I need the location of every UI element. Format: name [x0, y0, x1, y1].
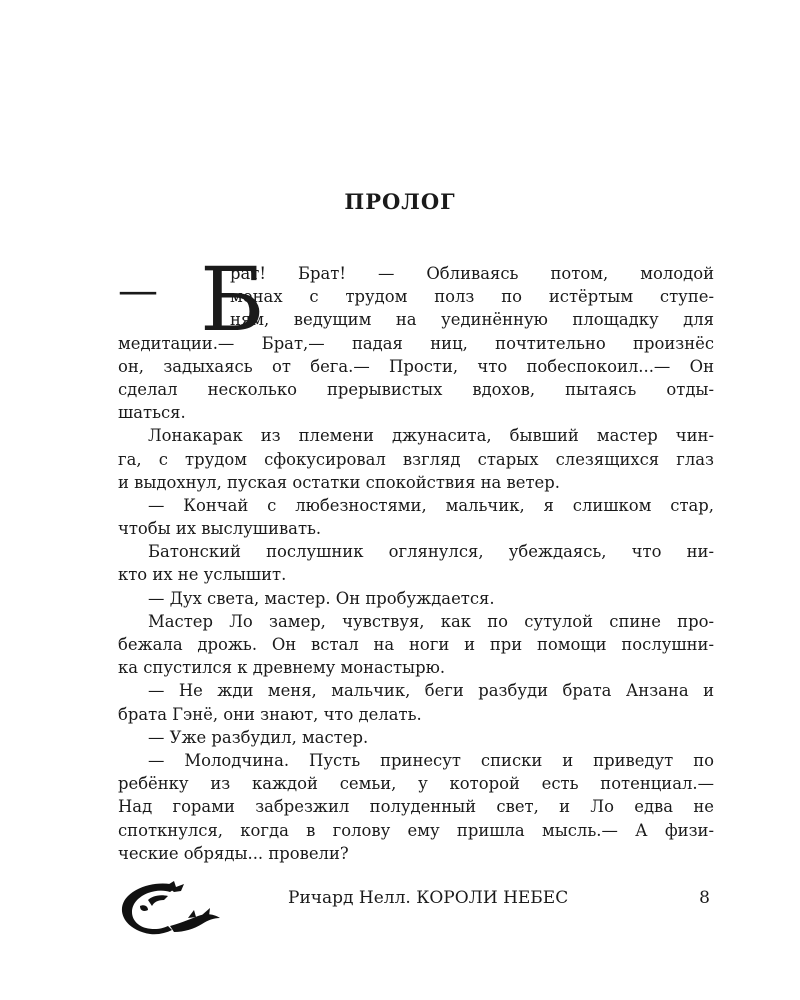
running-footer-credit: Ричард Нелл. КОРОЛИ НЕБЕС: [288, 888, 569, 908]
page-number: 8: [699, 888, 710, 908]
body-lines: [118, 332, 714, 865]
text-line: споткнулся, когда в голову ему пришла мысль.— А физи-: [118, 820, 714, 840]
text-line: рат! Брат! — Обливаясь потом, молодой: [230, 264, 714, 283]
text-line: Над горами забрезжил полуденный свет, и Ло едва не: [118, 797, 714, 817]
text-line: ребёнку из каждой семьи, у которой есть потенциал.—: [118, 774, 714, 794]
prologue-text: [118, 248, 714, 865]
text-line: — Кончай с любезностями, мальчик, я слишком стар,: [148, 495, 714, 515]
text-line: чтобы их выслушивать.: [118, 519, 322, 539]
text-line: монах с трудом полз по истёртым ступе-: [230, 287, 714, 307]
dropcap-lines: [200, 262, 714, 332]
text-line: кто их не услышит.: [118, 565, 287, 585]
text-line: ческие обряды... провели?: [118, 843, 349, 863]
dragon-emblem-icon: [118, 880, 222, 938]
dropcap-letter: Б: [200, 248, 265, 351]
text-line: медитации.— Брат,— падая ниц, почтительно произнёс: [118, 333, 714, 353]
text-line: он, задыхаясь от бега.— Прости, что побеспокоил...— Он: [118, 356, 714, 376]
text-line: Лонакарак из племени джунасита, бывший мастер чин-: [148, 426, 714, 446]
text-line: шаться.: [118, 403, 186, 423]
page-title: ПРОЛОГ: [344, 189, 456, 214]
text-line: — Молодчина. Пусть принесут списки и приведут по: [148, 750, 714, 770]
text-line: бежала дрожь. Он встал на ноги и при помощи послушни-: [118, 635, 714, 654]
text-line: брата Гэнё, они знают, что делать.: [118, 704, 422, 724]
text-line: ням, ведущим на уединённую площадку для: [230, 310, 714, 330]
dropcap-dash: —: [118, 268, 158, 314]
text-line: Мастер Ло замер, чувствуя, как по сутулой спине про-: [148, 611, 714, 631]
text-line: и выдохнул, пуская остатки спокойствия на ветер.: [118, 472, 560, 492]
text-line: — Уже разбудил, мастер.: [148, 727, 369, 747]
text-line: — Не жди меня, мальчик, беги разбуди брата Анзана и: [148, 681, 714, 701]
dropcap: [118, 248, 265, 351]
text-line: Батонский послушник оглянулся, убеждаясь, что ни-: [148, 542, 714, 562]
text-line: га, с трудом сфокусировал взгляд старых слезящихся глаз: [118, 449, 714, 469]
text-line: — Дух света, мастер. Он пробуждается.: [148, 588, 495, 608]
text-line: сделал несколько прерывистых вдохов, пытаясь отды-: [118, 379, 714, 399]
text-line: ка спустился к древнему монастырю.: [118, 658, 446, 678]
